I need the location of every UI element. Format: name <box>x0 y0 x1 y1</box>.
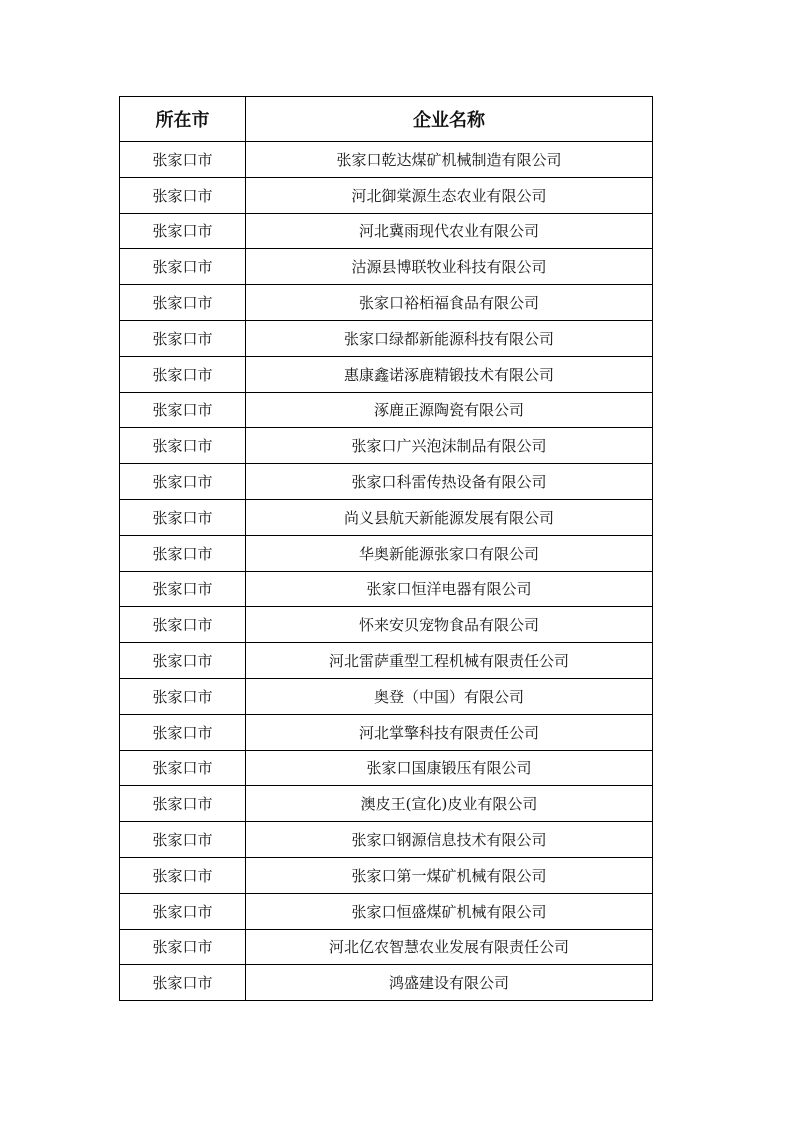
header-company: 企业名称 <box>246 97 653 142</box>
table-row <box>120 929 653 965</box>
cell-city: 张家口市 <box>120 177 246 213</box>
cell-company: 奥登（中国）有限公司 <box>246 678 653 714</box>
cell-city: 张家口市 <box>120 249 246 285</box>
table-row <box>120 893 653 929</box>
cell-company: 惠康鑫诺涿鹿精锻技术有限公司 <box>246 356 653 392</box>
table-body <box>120 142 653 1001</box>
table-row <box>120 750 653 786</box>
cell-company: 鸿盛建设有限公司 <box>246 965 653 1001</box>
cell-city: 张家口市 <box>120 285 246 321</box>
cell-city: 张家口市 <box>120 213 246 249</box>
table-row <box>120 857 653 893</box>
cell-city: 张家口市 <box>120 678 246 714</box>
cell-company: 张家口恒盛煤矿机械有限公司 <box>246 893 653 929</box>
cell-company: 张家口钢源信息技术有限公司 <box>246 822 653 858</box>
cell-city: 张家口市 <box>120 786 246 822</box>
table-row <box>120 356 653 392</box>
table-row <box>120 965 653 1001</box>
cell-city: 张家口市 <box>120 142 246 178</box>
table-row <box>120 607 653 643</box>
table-row <box>120 392 653 428</box>
table-row <box>120 320 653 356</box>
cell-city: 张家口市 <box>120 643 246 679</box>
table-row <box>120 678 653 714</box>
table-row <box>120 571 653 607</box>
table-row <box>120 535 653 571</box>
cell-city: 张家口市 <box>120 464 246 500</box>
cell-company: 河北亿农智慧农业发展有限责任公司 <box>246 929 653 965</box>
cell-company: 张家口广兴泡沫制品有限公司 <box>246 428 653 464</box>
cell-company: 张家口国康锻压有限公司 <box>246 750 653 786</box>
table-row <box>120 285 653 321</box>
cell-company: 尚义县航天新能源发展有限公司 <box>246 499 653 535</box>
cell-city: 张家口市 <box>120 392 246 428</box>
cell-city: 张家口市 <box>120 571 246 607</box>
table-row <box>120 249 653 285</box>
cell-company: 沽源县博联牧业科技有限公司 <box>246 249 653 285</box>
cell-company: 张家口第一煤矿机械有限公司 <box>246 857 653 893</box>
cell-company: 怀来安贝宠物食品有限公司 <box>246 607 653 643</box>
table-header-row <box>120 97 653 142</box>
cell-city: 张家口市 <box>120 750 246 786</box>
cell-company: 河北雷萨重型工程机械有限责任公司 <box>246 643 653 679</box>
table-row <box>120 142 653 178</box>
cell-company: 河北冀雨现代农业有限公司 <box>246 213 653 249</box>
cell-city: 张家口市 <box>120 535 246 571</box>
cell-city: 张家口市 <box>120 857 246 893</box>
cell-company: 张家口绿都新能源科技有限公司 <box>246 320 653 356</box>
cell-city: 张家口市 <box>120 893 246 929</box>
cell-city: 张家口市 <box>120 428 246 464</box>
cell-company: 张家口裕栢福食品有限公司 <box>246 285 653 321</box>
cell-city: 张家口市 <box>120 822 246 858</box>
cell-city: 张家口市 <box>120 607 246 643</box>
table-row <box>120 714 653 750</box>
cell-city: 张家口市 <box>120 320 246 356</box>
cell-company: 张家口恒洋电器有限公司 <box>246 571 653 607</box>
cell-company: 华奥新能源张家口有限公司 <box>246 535 653 571</box>
cell-company: 澳皮王(宣化)皮业有限公司 <box>246 786 653 822</box>
table-row <box>120 786 653 822</box>
cell-company: 张家口乾达煤矿机械制造有限公司 <box>246 142 653 178</box>
cell-city: 张家口市 <box>120 356 246 392</box>
cell-city: 张家口市 <box>120 499 246 535</box>
header-city: 所在市 <box>120 97 246 142</box>
cell-company: 涿鹿正源陶瓷有限公司 <box>246 392 653 428</box>
cell-city: 张家口市 <box>120 714 246 750</box>
table-row <box>120 499 653 535</box>
table-row <box>120 213 653 249</box>
table-row <box>120 177 653 213</box>
cell-company: 河北御棠源生态农业有限公司 <box>246 177 653 213</box>
cell-city: 张家口市 <box>120 965 246 1001</box>
company-table <box>119 96 653 1001</box>
table-row <box>120 464 653 500</box>
table-row <box>120 822 653 858</box>
table-row <box>120 643 653 679</box>
table-row <box>120 428 653 464</box>
cell-company: 河北掌擎科技有限责任公司 <box>246 714 653 750</box>
cell-company: 张家口科雷传热设备有限公司 <box>246 464 653 500</box>
cell-city: 张家口市 <box>120 929 246 965</box>
